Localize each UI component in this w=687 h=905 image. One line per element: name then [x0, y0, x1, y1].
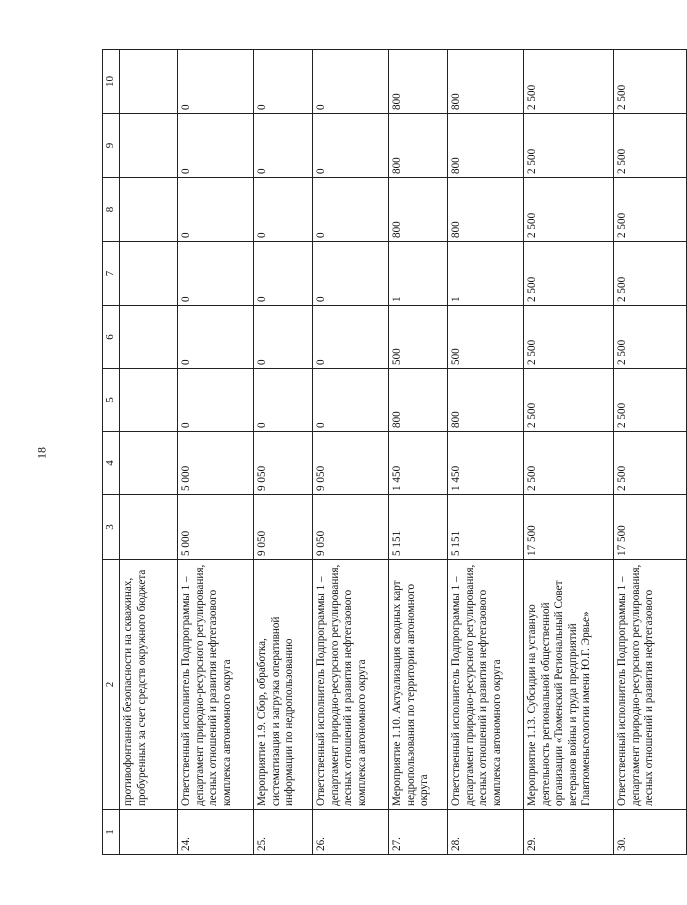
- page-number: 18: [34, 447, 49, 459]
- header-cell: 2: [103, 560, 120, 810]
- value-col-4: 2 500: [524, 432, 614, 495]
- row-number: [120, 810, 178, 855]
- value-col-10: 0: [178, 50, 254, 114]
- value-col-7: [120, 242, 178, 306]
- row-number: 27.: [389, 810, 448, 855]
- value-col-8: 0: [313, 178, 389, 242]
- value-col-4: [120, 432, 178, 495]
- value-col-9: 0: [313, 114, 389, 178]
- value-col-3: 9 050: [254, 495, 313, 560]
- row-description: Мероприятие 1.9. Сбор, обработка, систематизация и загрузка оперативной информации по недропользованию: [254, 560, 313, 810]
- table-row: [389, 50, 448, 855]
- value-col-5: 2 500: [614, 369, 687, 432]
- value-col-9: 0: [254, 114, 313, 178]
- value-col-5: 0: [254, 369, 313, 432]
- header-cell: 7: [103, 242, 120, 306]
- value-col-5: 0: [313, 369, 389, 432]
- value-col-6: 0: [313, 306, 389, 369]
- value-col-6: 500: [389, 306, 448, 369]
- table-row: [313, 50, 389, 855]
- value-col-8: 800: [448, 178, 524, 242]
- value-col-3: [120, 495, 178, 560]
- row-number: 24.: [178, 810, 254, 855]
- value-col-9: 0: [178, 114, 254, 178]
- value-col-7: 1: [448, 242, 524, 306]
- row-description: Мероприятие 1.10. Актуализация сводных карт недропользования по территории автономного округа: [389, 560, 448, 810]
- row-description: Ответственный исполнитель Подпрограммы 1 – департамент природно-ресурсного регулирования, лесных отношений и развития нефтегазового комплекса автономного округа: [448, 560, 524, 810]
- table-row: [614, 50, 687, 855]
- table-row: [524, 50, 614, 855]
- value-col-9: 2 500: [614, 114, 687, 178]
- row-description: противофонтанной безопасности на скважинах, пробуренных за счет средств окружного бюджета: [120, 560, 178, 810]
- value-col-7: 0: [313, 242, 389, 306]
- header-cell: 9: [103, 114, 120, 178]
- value-col-10: 2 500: [614, 50, 687, 114]
- row-description: Ответственный исполнитель Подпрограммы 1 – департамент природно-ресурсного регулирования, лесных отношений и развития нефтегазового комплекса автономного округа: [178, 560, 254, 810]
- value-col-9: 800: [448, 114, 524, 178]
- value-col-3: 17 500: [524, 495, 614, 560]
- value-col-7: 0: [254, 242, 313, 306]
- value-col-6: 2 500: [524, 306, 614, 369]
- header-cell: 4: [103, 432, 120, 495]
- value-col-10: [120, 50, 178, 114]
- value-col-4: 9 050: [313, 432, 389, 495]
- value-col-7: 1: [389, 242, 448, 306]
- value-col-3: 17 500: [614, 495, 687, 560]
- value-col-10: 800: [448, 50, 524, 114]
- table-row: [178, 50, 254, 855]
- value-col-6: 0: [254, 306, 313, 369]
- row-number: 26.: [313, 810, 389, 855]
- header-cell: 1: [103, 810, 120, 855]
- table-row: [254, 50, 313, 855]
- table-row: [448, 50, 524, 855]
- header-cell: 10: [103, 50, 120, 114]
- row-description: Ответственный исполнитель Подпрограммы 1 – департамент природно-ресурсного регулирования, лесных отношений и развития нефтегазового: [614, 560, 687, 810]
- header-row: [103, 50, 120, 855]
- value-col-3: 5 000: [178, 495, 254, 560]
- value-col-10: 0: [313, 50, 389, 114]
- header-cell: 3: [103, 495, 120, 560]
- value-col-5: 0: [178, 369, 254, 432]
- value-col-9: 2 500: [524, 114, 614, 178]
- budget-table: [102, 49, 687, 855]
- table-row: [120, 50, 178, 855]
- value-col-4: 1 450: [389, 432, 448, 495]
- value-col-7: 2 500: [524, 242, 614, 306]
- value-col-8: [120, 178, 178, 242]
- value-col-4: 9 050: [254, 432, 313, 495]
- value-col-8: 0: [178, 178, 254, 242]
- value-col-5: 800: [389, 369, 448, 432]
- value-col-7: 2 500: [614, 242, 687, 306]
- value-col-10: 0: [254, 50, 313, 114]
- value-col-3: 5 151: [448, 495, 524, 560]
- row-description: Мероприятие 1.13. Субсидии на уставную деятельность региональной общественной организации «Тюменский Региональный Совет ветеранов войны и труда предприятий Главтюменьгеологии имени Ю.Г. Эрвье»: [524, 560, 614, 810]
- header-cell: 8: [103, 178, 120, 242]
- row-number: 30.: [614, 810, 687, 855]
- value-col-7: 0: [178, 242, 254, 306]
- value-col-3: 9 050: [313, 495, 389, 560]
- value-col-8: 0: [254, 178, 313, 242]
- rotated-table-wrapper: [102, 50, 656, 855]
- header-cell: 5: [103, 369, 120, 432]
- value-col-4: 1 450: [448, 432, 524, 495]
- row-number: 29.: [524, 810, 614, 855]
- value-col-10: 800: [389, 50, 448, 114]
- value-col-6: 0: [178, 306, 254, 369]
- value-col-6: [120, 306, 178, 369]
- value-col-5: 2 500: [524, 369, 614, 432]
- value-col-8: 800: [389, 178, 448, 242]
- row-number: 28.: [448, 810, 524, 855]
- row-number: 25.: [254, 810, 313, 855]
- value-col-4: 2 500: [614, 432, 687, 495]
- value-col-4: 5 000: [178, 432, 254, 495]
- value-col-6: 500: [448, 306, 524, 369]
- value-col-5: [120, 369, 178, 432]
- value-col-9: [120, 114, 178, 178]
- value-col-5: 800: [448, 369, 524, 432]
- header-cell: 6: [103, 306, 120, 369]
- value-col-8: 2 500: [524, 178, 614, 242]
- value-col-9: 800: [389, 114, 448, 178]
- row-description: Ответственный исполнитель Подпрограммы 1 – департамент природно-ресурсного регулирования, лесных отношений и развития нефтегазового комплекса автономного округа: [313, 560, 389, 810]
- value-col-10: 2 500: [524, 50, 614, 114]
- value-col-8: 2 500: [614, 178, 687, 242]
- value-col-6: 2 500: [614, 306, 687, 369]
- value-col-3: 5 151: [389, 495, 448, 560]
